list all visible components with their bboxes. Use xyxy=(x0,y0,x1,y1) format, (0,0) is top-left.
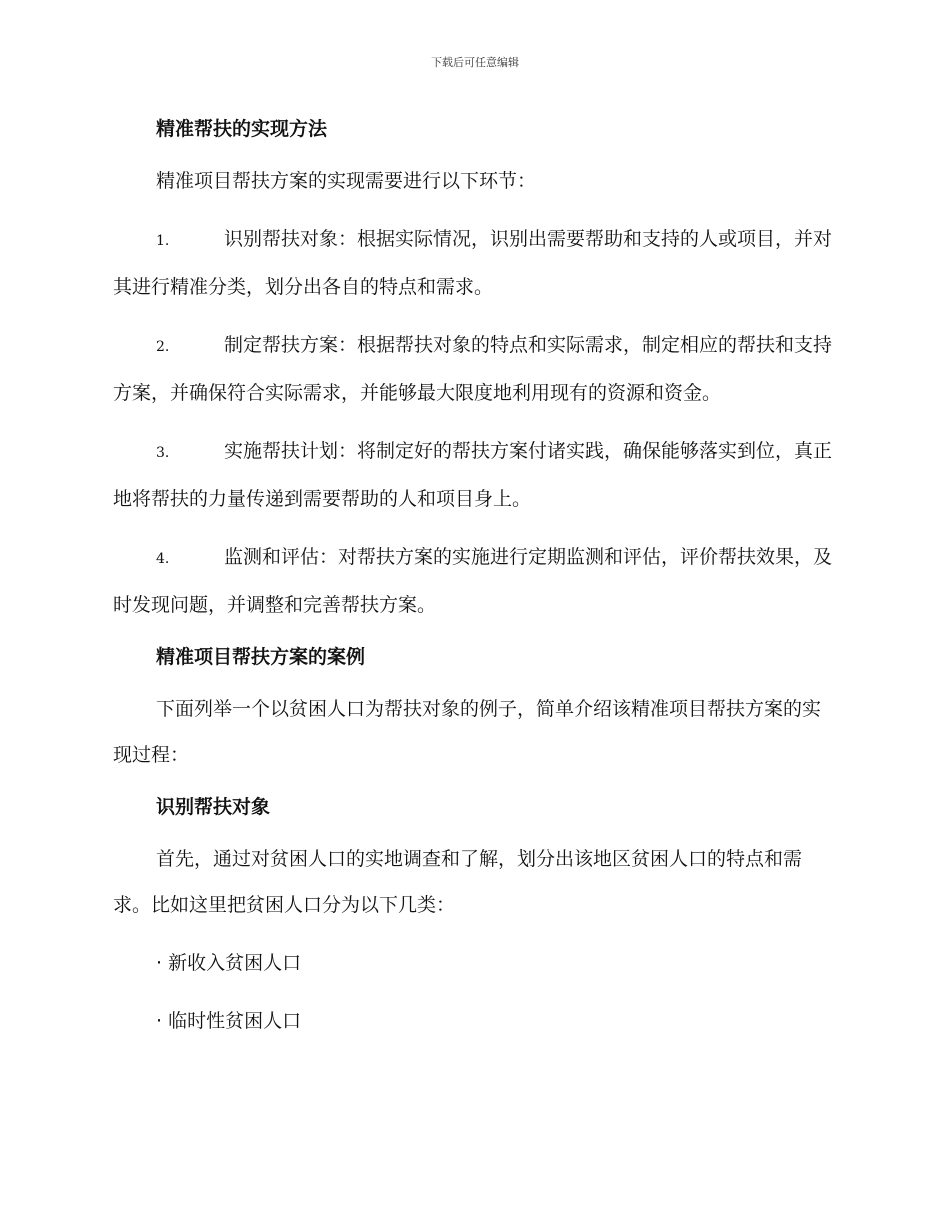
document-body xyxy=(113,112,838,1044)
list-item-text: 制定帮扶方案：根据帮扶对象的特点和实际需求，制定相应的帮扶和支持方案，并确保符合实际需求，并能够最大限度地利用现有的资源和资金。 xyxy=(113,334,833,404)
list-item xyxy=(113,428,838,522)
list-item-text: 识别帮扶对象：根据实际情况，识别出需要帮助和支持的人或项目，并对其进行精准分类，划分出各自的特点和需求。 xyxy=(113,228,833,298)
list-item xyxy=(113,322,838,416)
section-heading-case: 精准项目帮扶方案的案例 xyxy=(156,646,366,668)
methods-intro: 精准项目帮扶方案的实现需要进行以下环节： xyxy=(156,170,537,192)
bullet-item: · 新收入贫困人口 xyxy=(156,952,302,974)
list-item xyxy=(113,216,838,310)
page-header: 下载后可任意编辑 xyxy=(431,56,519,69)
list-item-text: 实施帮扶计划：将制定好的帮扶方案付诸实践，确保能够落实到位，真正地将帮扶的力量传递到需要帮助的人和项目身上。 xyxy=(113,440,833,510)
list-number: 3. xyxy=(156,445,170,461)
section-heading-identify: 识别帮扶对象 xyxy=(156,796,271,818)
case-intro: 下面列举一个以贫困人口为帮扶对象的例子，简单介绍该精准项目帮扶方案的实现过程： xyxy=(113,698,822,766)
list-item xyxy=(113,534,838,628)
section-heading-methods: 精准帮扶的实现方法 xyxy=(156,118,328,140)
list-number: 4. xyxy=(156,551,170,567)
list-number: 2. xyxy=(156,339,170,355)
list-item-text: 监测和评估：对帮扶方案的实施进行定期监测和评估，评价帮扶效果，及时发现问题，并调整和完善帮扶方案。 xyxy=(113,546,833,616)
identify-intro: 首先，通过对贫困人口的实地调查和了解，划分出该地区贫困人口的特点和需求。比如这里把贫困人口分为以下几类： xyxy=(113,848,803,916)
list-number: 1. xyxy=(156,233,170,249)
bullet-item: · 临时性贫困人口 xyxy=(156,1010,302,1032)
